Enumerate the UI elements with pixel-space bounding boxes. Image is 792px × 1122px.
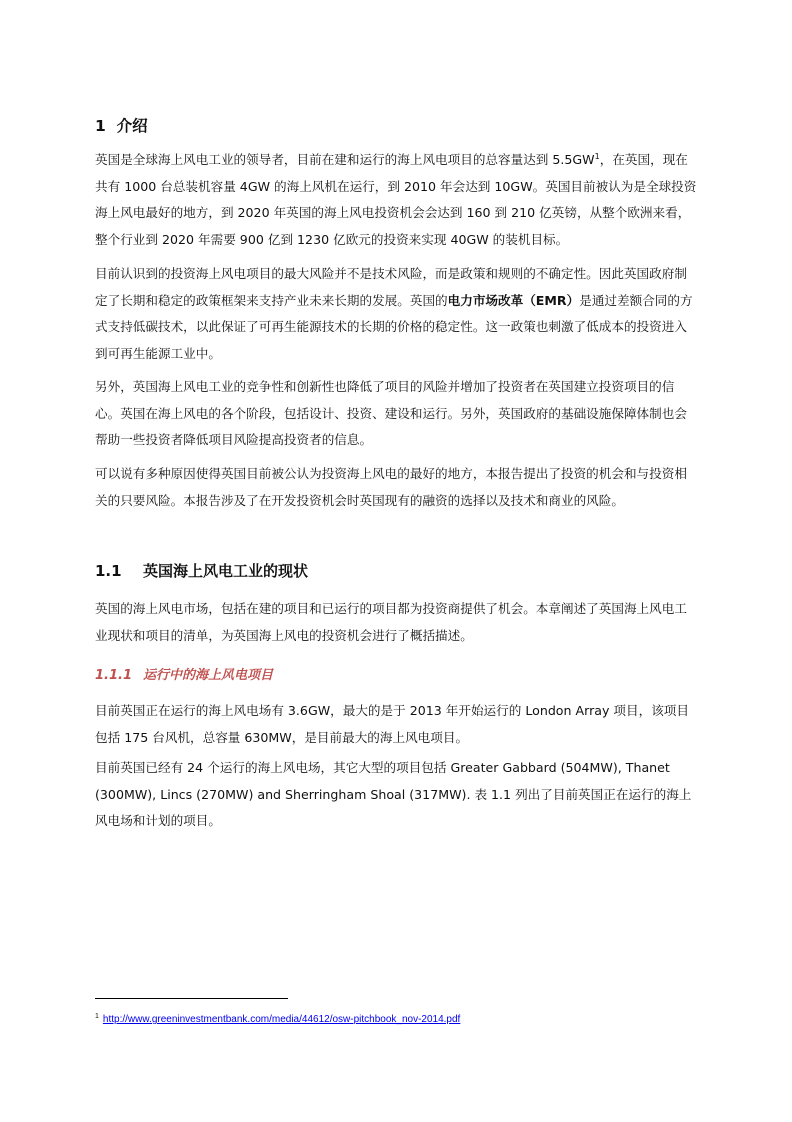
- section-number: 1: [95, 117, 106, 135]
- subsection-number: 1.1: [95, 562, 122, 580]
- subsection-title: 英国海上风电工业的现状: [143, 562, 309, 580]
- subsubsection-paragraph-2: 目前英国已经有 24 个运行的海上风电场，其它大型的项目包括 Greater Gabbard (504MW), Thanet (300MW), Lincs (270MW) and Sherringham Shoal (317MW). 表 1.1 列出了目前英国正在运行的海上风电场和计划的项目。: [95, 760, 692, 828]
- footnote-divider: [95, 998, 288, 999]
- footnote: [95, 1013, 460, 1027]
- intro-p2-text-b: 是通过差额合同的方式支持低碳技术，以此保证了可再生能源技术的长期的价格的稳定性。这一政策也刺激了低成本的投资进入到可再生能源工业中。: [95, 292, 693, 361]
- intro-p2-text-a: 目前认识到的投资海上风电项目的最大风险并不是技术风险，而是政策和规则的不确定性。因此英国政府制定了长期和稳定的政策框架来支持产业未来长期的发展。英国的: [95, 266, 687, 308]
- subsubsection-title: 运行中的海上风电项目: [143, 668, 274, 683]
- footnote-reference[interactable]: 1: [594, 151, 600, 161]
- subsubsection-heading: [95, 667, 273, 685]
- intro-paragraph-2: [95, 261, 699, 367]
- subsubsection-number: 1.1.1: [95, 668, 133, 683]
- intro-paragraph-1: [95, 147, 699, 253]
- footnote-link[interactable]: http://www.greeninvestmentbank.com/media/44612/osw-pitchbook_nov-2014.pdf: [102, 1014, 461, 1025]
- intro-paragraph-3: 另外，英国海上风电工业的竞争性和创新性也降低了项目的风险并增加了投资者在英国建立投资项目的信心。英国在海上风电的各个阶段，包括设计、投资、建设和运行。另外，英国政府的基础设施保障体制也会帮助一些投资者降低项目风险提高投资者的信息。: [95, 379, 687, 447]
- subsection-heading: [95, 561, 308, 581]
- intro-p1-text-a: 英国是全球海上风电工业的领导者，目前在建和运行的海上风电项目的总容量达到 5.5GW: [95, 152, 595, 167]
- footnote-mark: 1: [95, 1012, 99, 1020]
- subsubsection-paragraph-1: 目前英国正在运行的海上风电场有 3.6GW，最大的是于 2013 年开始运行的 London Array 项目，该项目包括 175 台风机，总容量 630MW，是目前最大的海上风电项目。: [95, 703, 689, 745]
- section-title: 介绍: [116, 117, 148, 135]
- section-heading: [95, 116, 148, 136]
- intro-p1-text-b: ，在英国，现在共有 1000 台总装机容量 4GW 的海上风机在运行，到 2010 年会达到 10GW。英国目前被认为是全球投资海上风电最好的地方，到 2020 年英国的海上风电投资机会会达到 160 到 210 亿英镑，从整个欧洲来看，整个行业到 2020 年需要 900 亿到 1230 亿欧元的投资来实现 40GW 的装机目标。: [95, 152, 697, 247]
- subsection-paragraph-1: 英国的海上风电市场，包括在建的项目和已运行的项目都为投资商提供了机会。本章阐述了英国海上风电工业现状和项目的清单，为英国海上风电的投资机会进行了概括描述。: [95, 601, 687, 643]
- emr-bold-term: 电力市场改革（EMR）: [447, 292, 580, 308]
- intro-paragraph-4: 可以说有多种原因使得英国目前被公认为投资海上风电的最好的地方，本报告提出了投资的机会和与投资相关的只要风险。本报告涉及了在开发投资机会时英国现有的融资的选择以及技术和商业的风险。: [95, 466, 687, 508]
